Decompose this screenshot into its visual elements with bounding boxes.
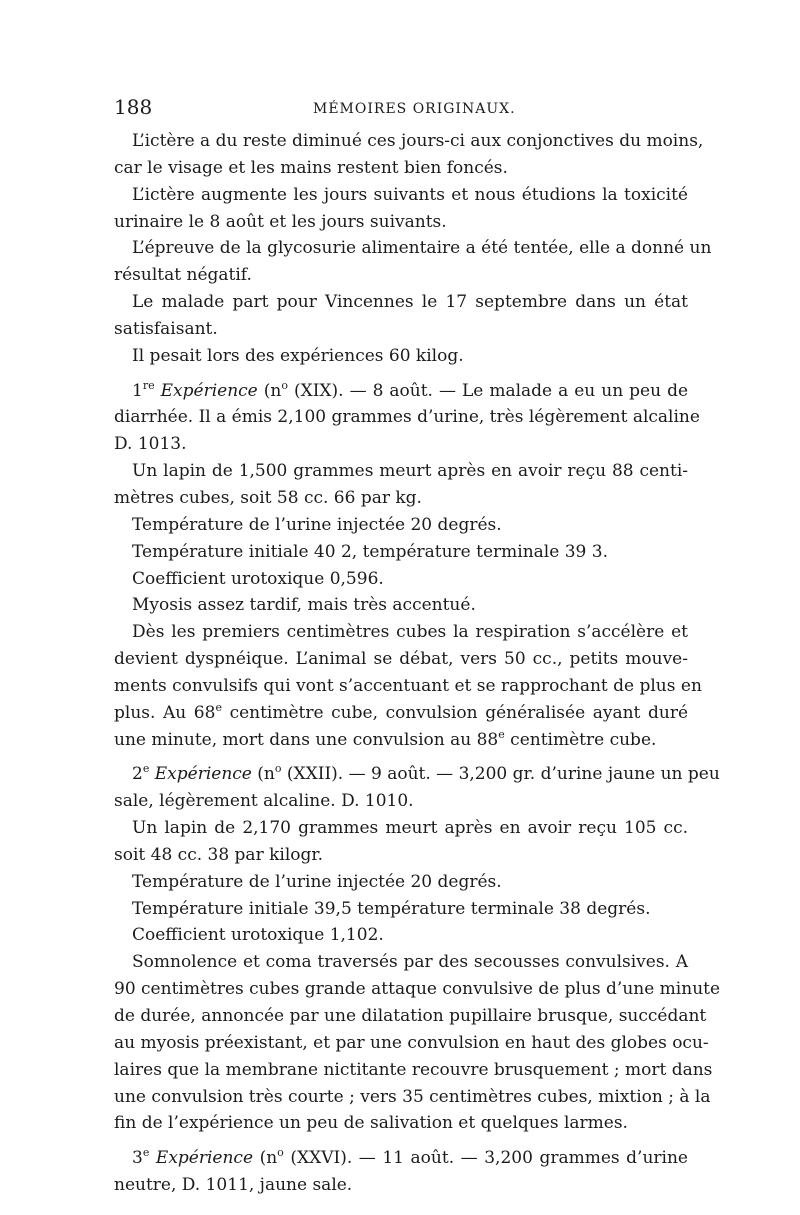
- text-line: résultat négatif.: [114, 265, 252, 286]
- experience-1-label: Expérience: [160, 380, 258, 401]
- experience-1-heading-line: 1re Expérience ($n^o$ (XIX). — 8 août. — Le malade a eu un peu de: [132, 378, 689, 401]
- page-number: 188: [114, 95, 153, 119]
- experience-2-label: Expérience: [154, 764, 252, 785]
- text-line: laires que la membrane nictitante recouvre brusquement ; mort dans: [114, 1059, 713, 1080]
- experience-2-heading-line: 2e Expérience ($n^o$ (XXII). — 9 août. — 3,200 gr. d’urine jaune un peu: [132, 762, 720, 785]
- text-line: urinaire le 8 août et les jours suivants.: [114, 211, 447, 232]
- text-line: D. 1013.: [114, 434, 187, 455]
- text-line: une minute, mort dans une convulsion au 88e centimètre cube.: [114, 727, 657, 750]
- text-line: au myosis préexistant, et par une convulsion en haut des globes ocu-: [114, 1032, 709, 1053]
- experience-3-heading-line: 3e Expérience ($n^o$ (XXVI). — 11 août. — 3,200 grammes d’urine: [132, 1146, 688, 1169]
- body-text: [114, 128, 721, 1199]
- text-line: fin de l’expérience un peu de salivation et quelques larmes.: [114, 1113, 628, 1134]
- text-line: Dès les premiers centimètres cubes la respiration s’accélère et: [132, 622, 688, 643]
- text-line: Température de l’urine injectée 20 degrés.: [132, 514, 502, 535]
- text-line: Un lapin de 2,170 grammes meurt après en avoir reçu 105 cc.: [132, 818, 688, 839]
- page-header: [114, 95, 688, 125]
- text-line: L’ictère augmente les jours suivants et nous étudions la toxicité: [132, 184, 688, 205]
- text-line: Température initiale 40 2, température terminale 39 3.: [132, 541, 608, 562]
- text-line: 90 centimètres cubes grande attaque convulsive de plus d’une minute: [114, 979, 721, 1000]
- text-line: L’épreuve de la glycosurie alimentaire a été tentée, elle a donné un: [132, 238, 712, 259]
- text-line: sale, légèrement alcaline. D. 1010.: [114, 791, 414, 812]
- running-head: MÉMOIRES ORIGINAUX.: [313, 101, 516, 117]
- text-line: Coefficient urotoxique 1,102.: [132, 925, 384, 946]
- text-line: car le visage et les mains restent bien foncés.: [114, 157, 508, 178]
- text-line: une convulsion très courte ; vers 35 centimètres cubes, mixtion ; à la: [114, 1086, 711, 1107]
- experience-3-label: Expérience: [155, 1148, 254, 1169]
- text-line: Il pesait lors des expériences 60 kilog.: [132, 345, 464, 366]
- text-line: diarrhée. Il a émis 2,100 grammes d’urine, très légèrement alcaline: [114, 407, 700, 428]
- text-line: ments convulsifs qui vont s’accentuant et se rapprochant de plus en: [114, 675, 702, 696]
- text-line: Le malade part pour Vincennes le 17 septembre dans un état: [132, 292, 688, 313]
- text-line: Coefficient urotoxique 0,596.: [132, 568, 384, 589]
- text-line: neutre, D. 1011, jaune sale.: [114, 1175, 353, 1196]
- text-line: devient dyspnéique. L’animal se débat, vers 50 cc., petits mouve-: [114, 649, 688, 670]
- text-line: Température de l’urine injectée 20 degrés.: [132, 871, 502, 892]
- text-line: mètres cubes, soit 58 cc. 66 par kg.: [114, 487, 422, 508]
- text-line: de durée, annoncée par une dilatation pupillaire brusque, succédant: [114, 1006, 707, 1026]
- text-line: Somnolence et coma traversés par des secousses convulsives. A: [132, 952, 688, 973]
- text-line: L’ictère a du reste diminué ces jours-ci aux conjonctives du moins,: [132, 131, 704, 151]
- text-line: Un lapin de 1,500 grammes meurt après en avoir reçu 88 centi-: [132, 461, 688, 482]
- text-line: plus. Au 68e centimètre cube, convulsion généralisée ayant duré: [114, 700, 688, 723]
- text-line: Myosis assez tardif, mais très accentué.: [132, 595, 476, 616]
- text-line: satisfaisant.: [114, 318, 218, 339]
- text-line: soit 48 cc. 38 par kilogr.: [114, 844, 324, 865]
- text-line: Température initiale 39,5 température terminale 38 degrés.: [132, 898, 651, 919]
